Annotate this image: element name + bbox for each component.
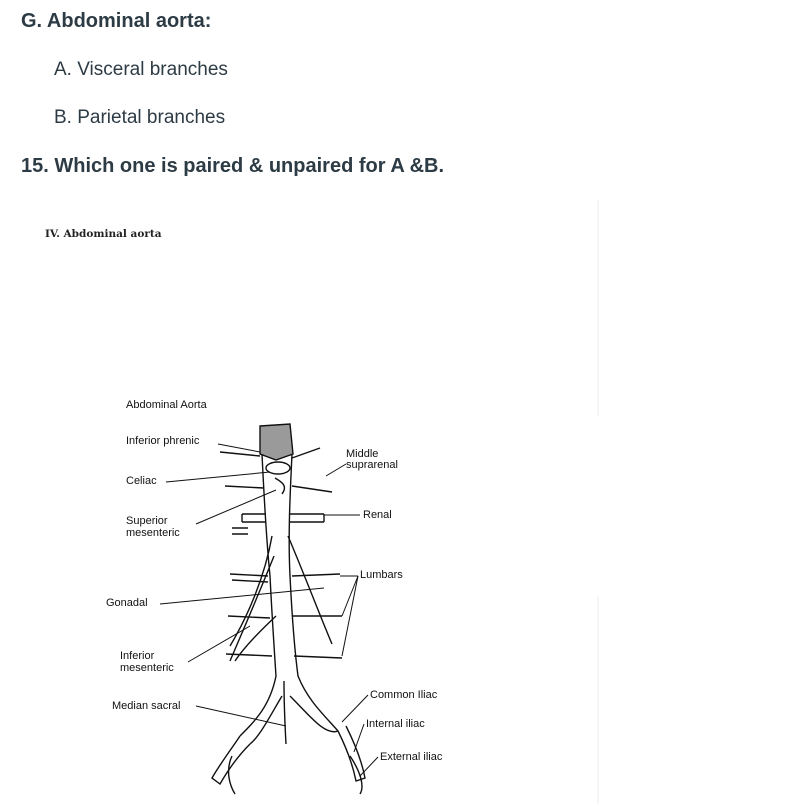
label-common-iliac: Common Iliac [370,689,438,701]
section-heading: G. Abdominal aorta: [21,10,212,32]
question-15: 15. Which one is paired & unpaired for A &B. [21,155,445,177]
label-inferior-mesenteric-1: Inferior [120,650,155,662]
label-external-iliac: External iliac [380,751,443,763]
label-middle-suprarenal-1: Middle [346,448,379,460]
label-celiac: Celiac [126,475,157,487]
parietal-branches-item: B. Parietal branches [54,107,226,128]
label-inferior-mesenteric-2: mesenteric [120,662,174,674]
visceral-branches-item: A. Visceral branches [54,59,228,80]
label-lumbars: Lumbars [360,569,403,581]
label-middle-suprarenal-2: suprarenal [346,459,398,471]
label-abdominal-aorta: Abdominal Aorta [126,399,207,411]
label-median-sacral: Median sacral [112,700,181,712]
label-gonadal: Gonadal [106,597,148,609]
label-superior-mesenteric-1: Superior [126,515,168,527]
label-internal-iliac: Internal iliac [366,718,425,730]
figure-title: IV. Abdominal aorta [45,228,162,240]
aorta-top-shaded [260,424,293,460]
label-superior-mesenteric-2: mesenteric [126,527,180,539]
label-renal: Renal [363,509,392,521]
abdominal-aorta-diagram [20,196,600,806]
label-inferior-phrenic: Inferior phrenic [126,435,200,447]
